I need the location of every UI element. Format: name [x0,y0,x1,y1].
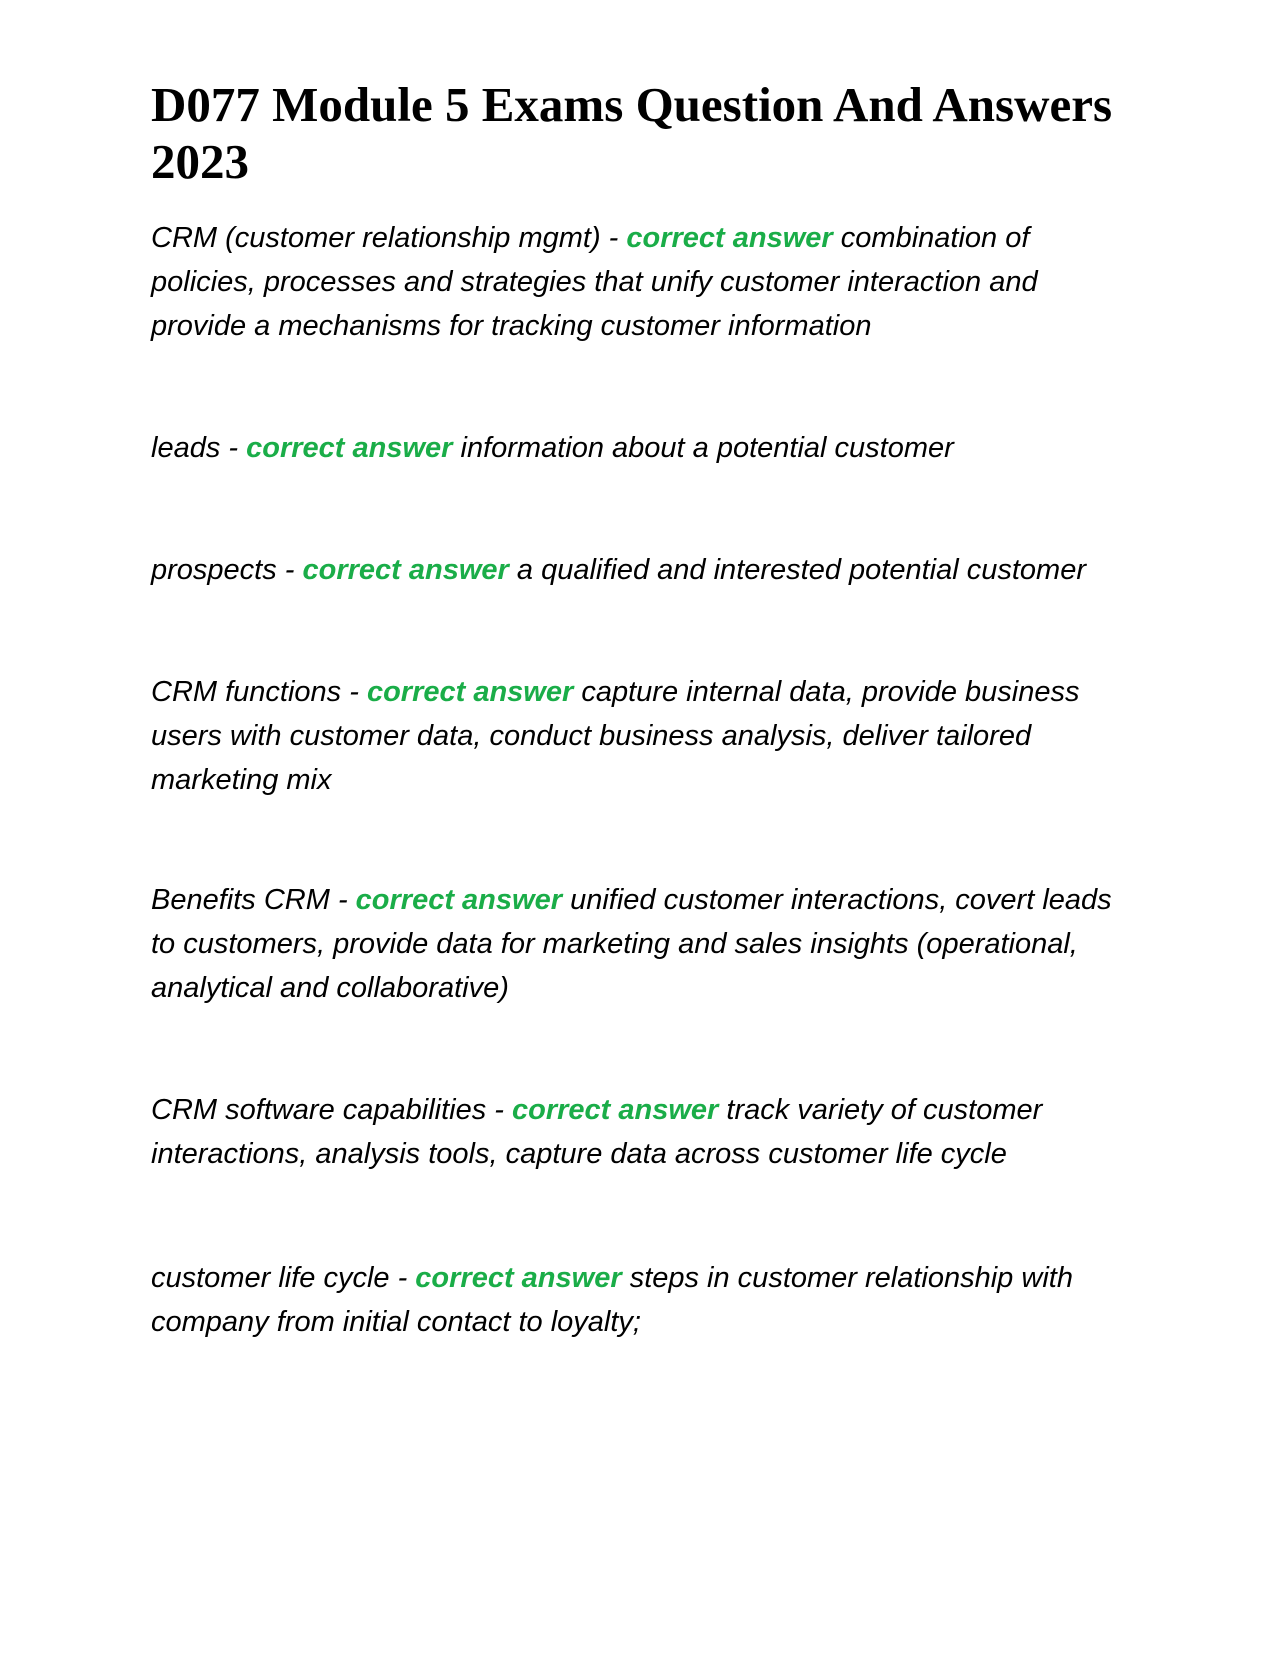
qa-item [151,1256,1121,1344]
qa-separator: - [220,432,247,464]
correct-answer-label: correct answer [512,1094,719,1126]
document-title: D077 Module 5 Exams Question And Answers 2023 [151,77,1113,189]
qa-item [151,548,1121,592]
qa-term: CRM (customer relationship mgmt) [151,222,601,254]
correct-answer-label: correct answer [355,884,562,916]
correct-answer-label: correct answer [302,554,509,586]
qa-definition: track variety of customer interactions, analysis tools, capture data across customer life cycle [151,1094,1043,1170]
qa-separator: - [600,222,627,254]
correct-answer-label: correct answer [246,432,453,464]
qa-definition: information about a potential customer [460,432,954,464]
qa-term: customer life cycle [151,1262,390,1294]
qa-definition: combination of policies, processes and strategies that unify customer interaction and provide a mechanisms for tracking customer information [151,222,1038,342]
qa-item [151,216,1121,348]
qa-term: prospects [151,554,277,586]
qa-definition: a qualified and interested potential customer [516,554,1086,586]
correct-answer-label: correct answer [366,676,574,708]
qa-list [151,216,1121,1422]
qa-item [151,670,1121,802]
correct-answer-label: correct answer [415,1262,622,1294]
qa-item [151,426,1121,470]
qa-definition: steps in customer relationship with company from initial contact to loyalty; [151,1262,1073,1338]
qa-term: leads [151,432,221,464]
correct-answer-label: correct answer [626,222,833,254]
qa-term: CRM functions [151,676,342,708]
qa-term: CRM software capabilities [151,1094,487,1126]
qa-separator: - [389,1262,416,1294]
qa-term: Benefits CRM [151,884,330,916]
qa-item [151,1088,1121,1176]
qa-separator: - [341,676,367,708]
qa-definition: capture internal data, provide business users with customer data, conduct business analysis, deliver tailored marketing mix [151,676,1080,796]
qa-separator: - [329,884,356,916]
qa-item [151,878,1121,1010]
qa-definition: unified customer interactions, covert leads to customers, provide data for marketing and sales insights (operational, analytical and collaborative) [151,884,1112,1004]
qa-separator: - [276,554,303,586]
qa-separator: - [486,1094,513,1126]
